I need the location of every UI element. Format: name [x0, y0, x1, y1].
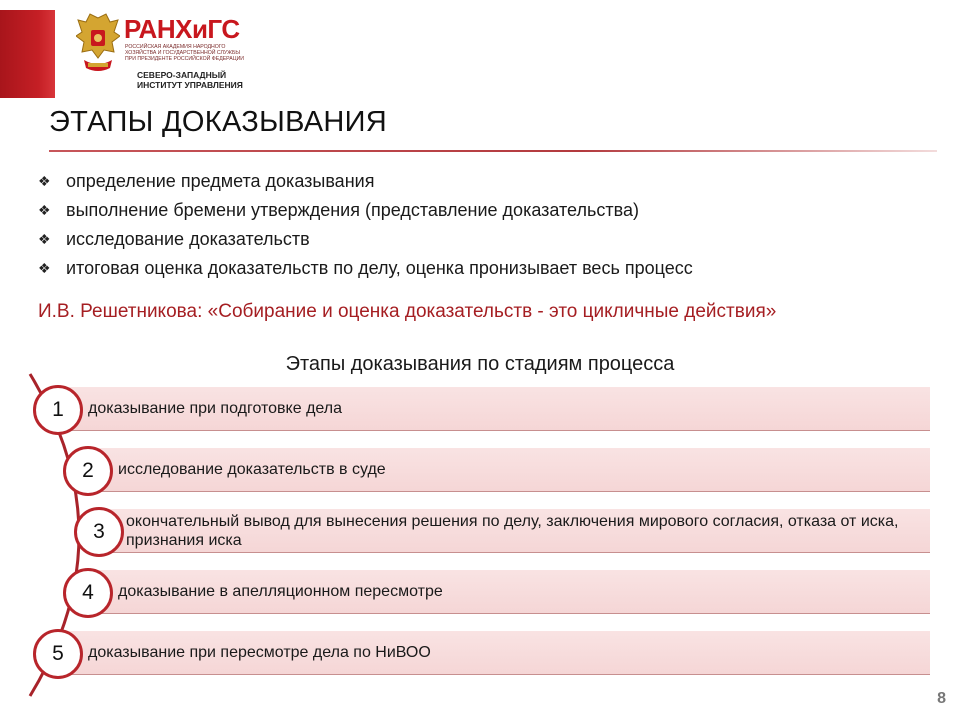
- list-item: [38, 254, 693, 283]
- stage-number-badge: 1: [33, 385, 83, 435]
- logo: [76, 10, 266, 100]
- brand-red-tab: [0, 10, 55, 98]
- diamond-bullet-icon: ❖: [38, 260, 51, 276]
- list-item: [38, 196, 693, 225]
- stage-bar: [56, 387, 930, 431]
- stage-bar: [86, 570, 930, 614]
- logo-name: РАНХиГС: [124, 14, 240, 44]
- list-item: [38, 225, 693, 254]
- stages-heading-text: Этапы доказывания по стадиям процесса: [285, 353, 675, 375]
- page-title: ЭТАПЫ ДОКАЗЫВАНИЯ: [49, 106, 388, 138]
- bullet-text: выполнение бремени утверждения (представление доказательства): [66, 200, 639, 220]
- stages-heading: [0, 353, 960, 376]
- bullet-text: определение предмета доказывания: [66, 171, 375, 191]
- stage-text: доказывание при подготовке дела: [88, 400, 343, 417]
- stage-bar: [56, 631, 930, 675]
- stage-number-badge: 4: [63, 568, 113, 618]
- quote-text: И.В. Решетникова: «Собирание и оценка доказательств - это цикличные действия»: [38, 301, 777, 322]
- logo-branch: СЕВЕРО-ЗАПАДНЫЙ ИНСТИТУТ УПРАВЛЕНИЯ: [137, 70, 243, 90]
- bullet-text: итоговая оценка доказательств по делу, оценка пронизывает весь процесс: [66, 258, 693, 278]
- diamond-bullet-icon: ❖: [38, 173, 51, 189]
- title-divider: [49, 150, 937, 152]
- stage-text: доказывание при пересмотре дела по НиВОО: [88, 644, 431, 661]
- stage-bar: [96, 509, 930, 553]
- stage-number-badge: 2: [63, 446, 113, 496]
- bullet-list: [38, 167, 693, 283]
- stage-number-badge: 3: [74, 507, 124, 557]
- stage-text: исследование доказательств в суде: [118, 461, 386, 478]
- list-item: [38, 167, 693, 196]
- diamond-bullet-icon: ❖: [38, 202, 51, 218]
- bullet-text: исследование доказательств: [66, 229, 310, 249]
- page-number: 8: [937, 690, 946, 707]
- logo-subtitle: РОССИЙСКАЯ АКАДЕМИЯ НАРОДНОГО ХОЗЯЙСТВА И ГОСУДАРСТВЕННОЙ СЛУЖБЫ ПРИ ПРЕЗИДЕНТЕ РОССИЙСКОЙ ФЕДЕРАЦИИ: [125, 44, 245, 62]
- stage-text: окончательный вывод для вынесения решения по делу, заключения мирового согласия, отказа от иска, признания иска: [126, 512, 899, 549]
- eagle-emblem-icon: [76, 12, 120, 78]
- diamond-bullet-icon: ❖: [38, 231, 51, 247]
- stage-number-badge: 5: [33, 629, 83, 679]
- stage-bar: [86, 448, 930, 492]
- stage-text: доказывание в апелляционном пересмотре: [118, 583, 443, 600]
